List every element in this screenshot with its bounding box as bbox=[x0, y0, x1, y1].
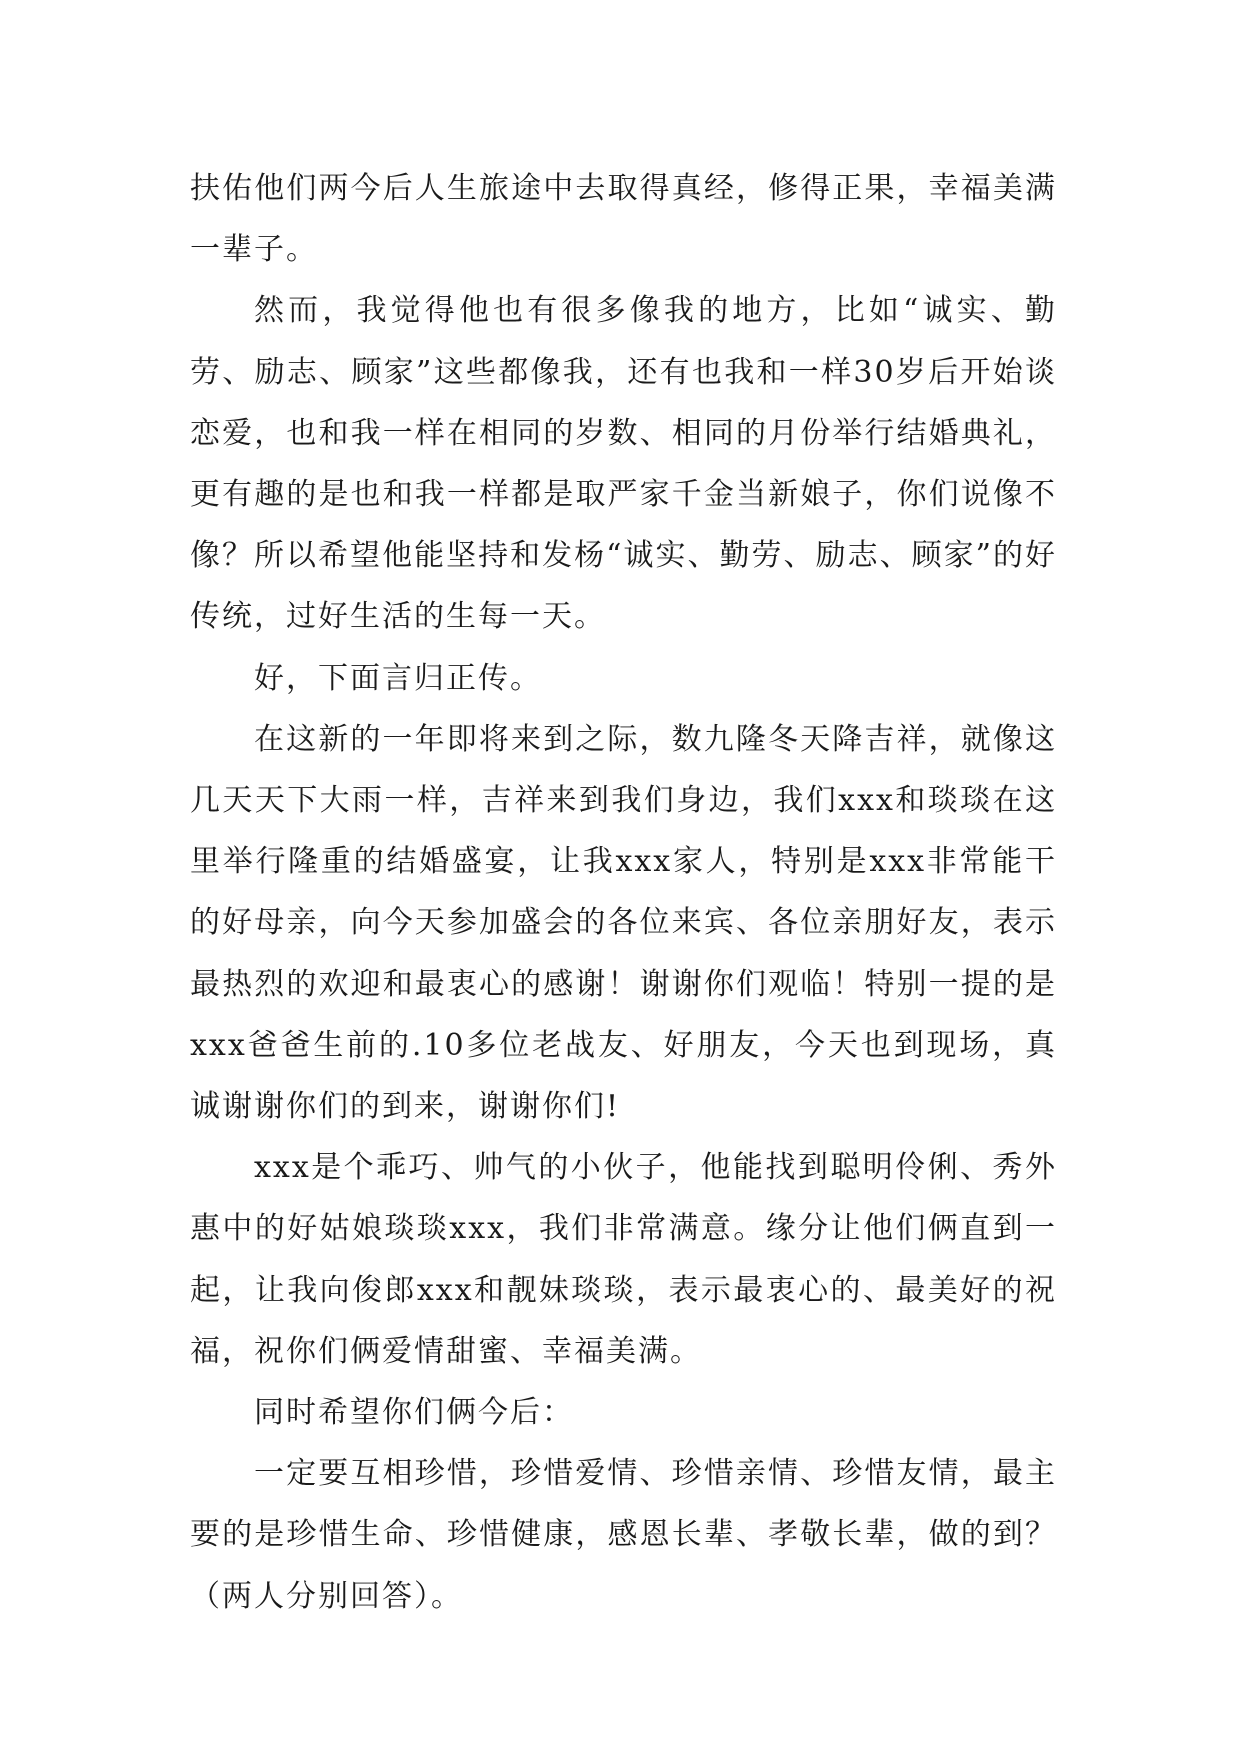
paragraph-2: 然而，我觉得他也有很多像我的地方，比如“诚实、勤劳、励志、顾家”这些都像我，还有也我和一样30岁后开始谈恋爱，也和我一样在相同的岁数、相同的月份举行结婚典礼，更有趣的是也和我一样都是取严家千金当新娘子，你们说像不像？所以希望他能坚持和发杨“诚实、勤劳、励志、顾家”的好传统，过好生活的生每一天。 bbox=[190, 293, 1057, 635]
paragraph-4: 在这新的一年即将来到之际，数九隆冬天降吉祥，就像这几天天下大雨一样，吉祥来到我们身边，我们xxx和琰琰在这里举行隆重的结婚盛宴，让我xxx家人，特别是xxx非常能干的好母亲，向今天参加盛会的各位来宾、各位亲朋好友，表示最热烈的欢迎和最衷心的感谢！谢谢你们观临！特别一提的是xxx爸爸生前的.10多位老战友、好朋友，今天也到现场，真诚谢谢你们的到来，谢谢你们! bbox=[190, 721, 1057, 1125]
document-body bbox=[190, 158, 1057, 1627]
paragraph-5: xxx是个乖巧、帅气的小伙子，他能找到聪明伶俐、秀外惠中的好姑娘琰琰xxx，我们非常满意。缘分让他们俩直到一起，让我向俊郎xxx和靓妹琰琰，表示最衷心的、最美好的祝福，祝你们俩爱情甜蜜、幸福美满。 bbox=[190, 1150, 1057, 1369]
paragraph-3: 好，下面言归正传。 bbox=[254, 660, 542, 696]
paragraph-7: 一定要互相珍惜，珍惜爱情、珍惜亲情、珍惜友情，最主要的是珍惜生命、珍惜健康，感恩长辈、孝敬长辈，做的到？（两人分别回答）。 bbox=[190, 1456, 1057, 1614]
paragraph-6: 同时希望你们俩今后： bbox=[254, 1395, 574, 1431]
paragraph-1: 扶佑他们两今后人生旅途中去取得真经，修得正果，幸福美满一辈子。 bbox=[190, 171, 1057, 268]
